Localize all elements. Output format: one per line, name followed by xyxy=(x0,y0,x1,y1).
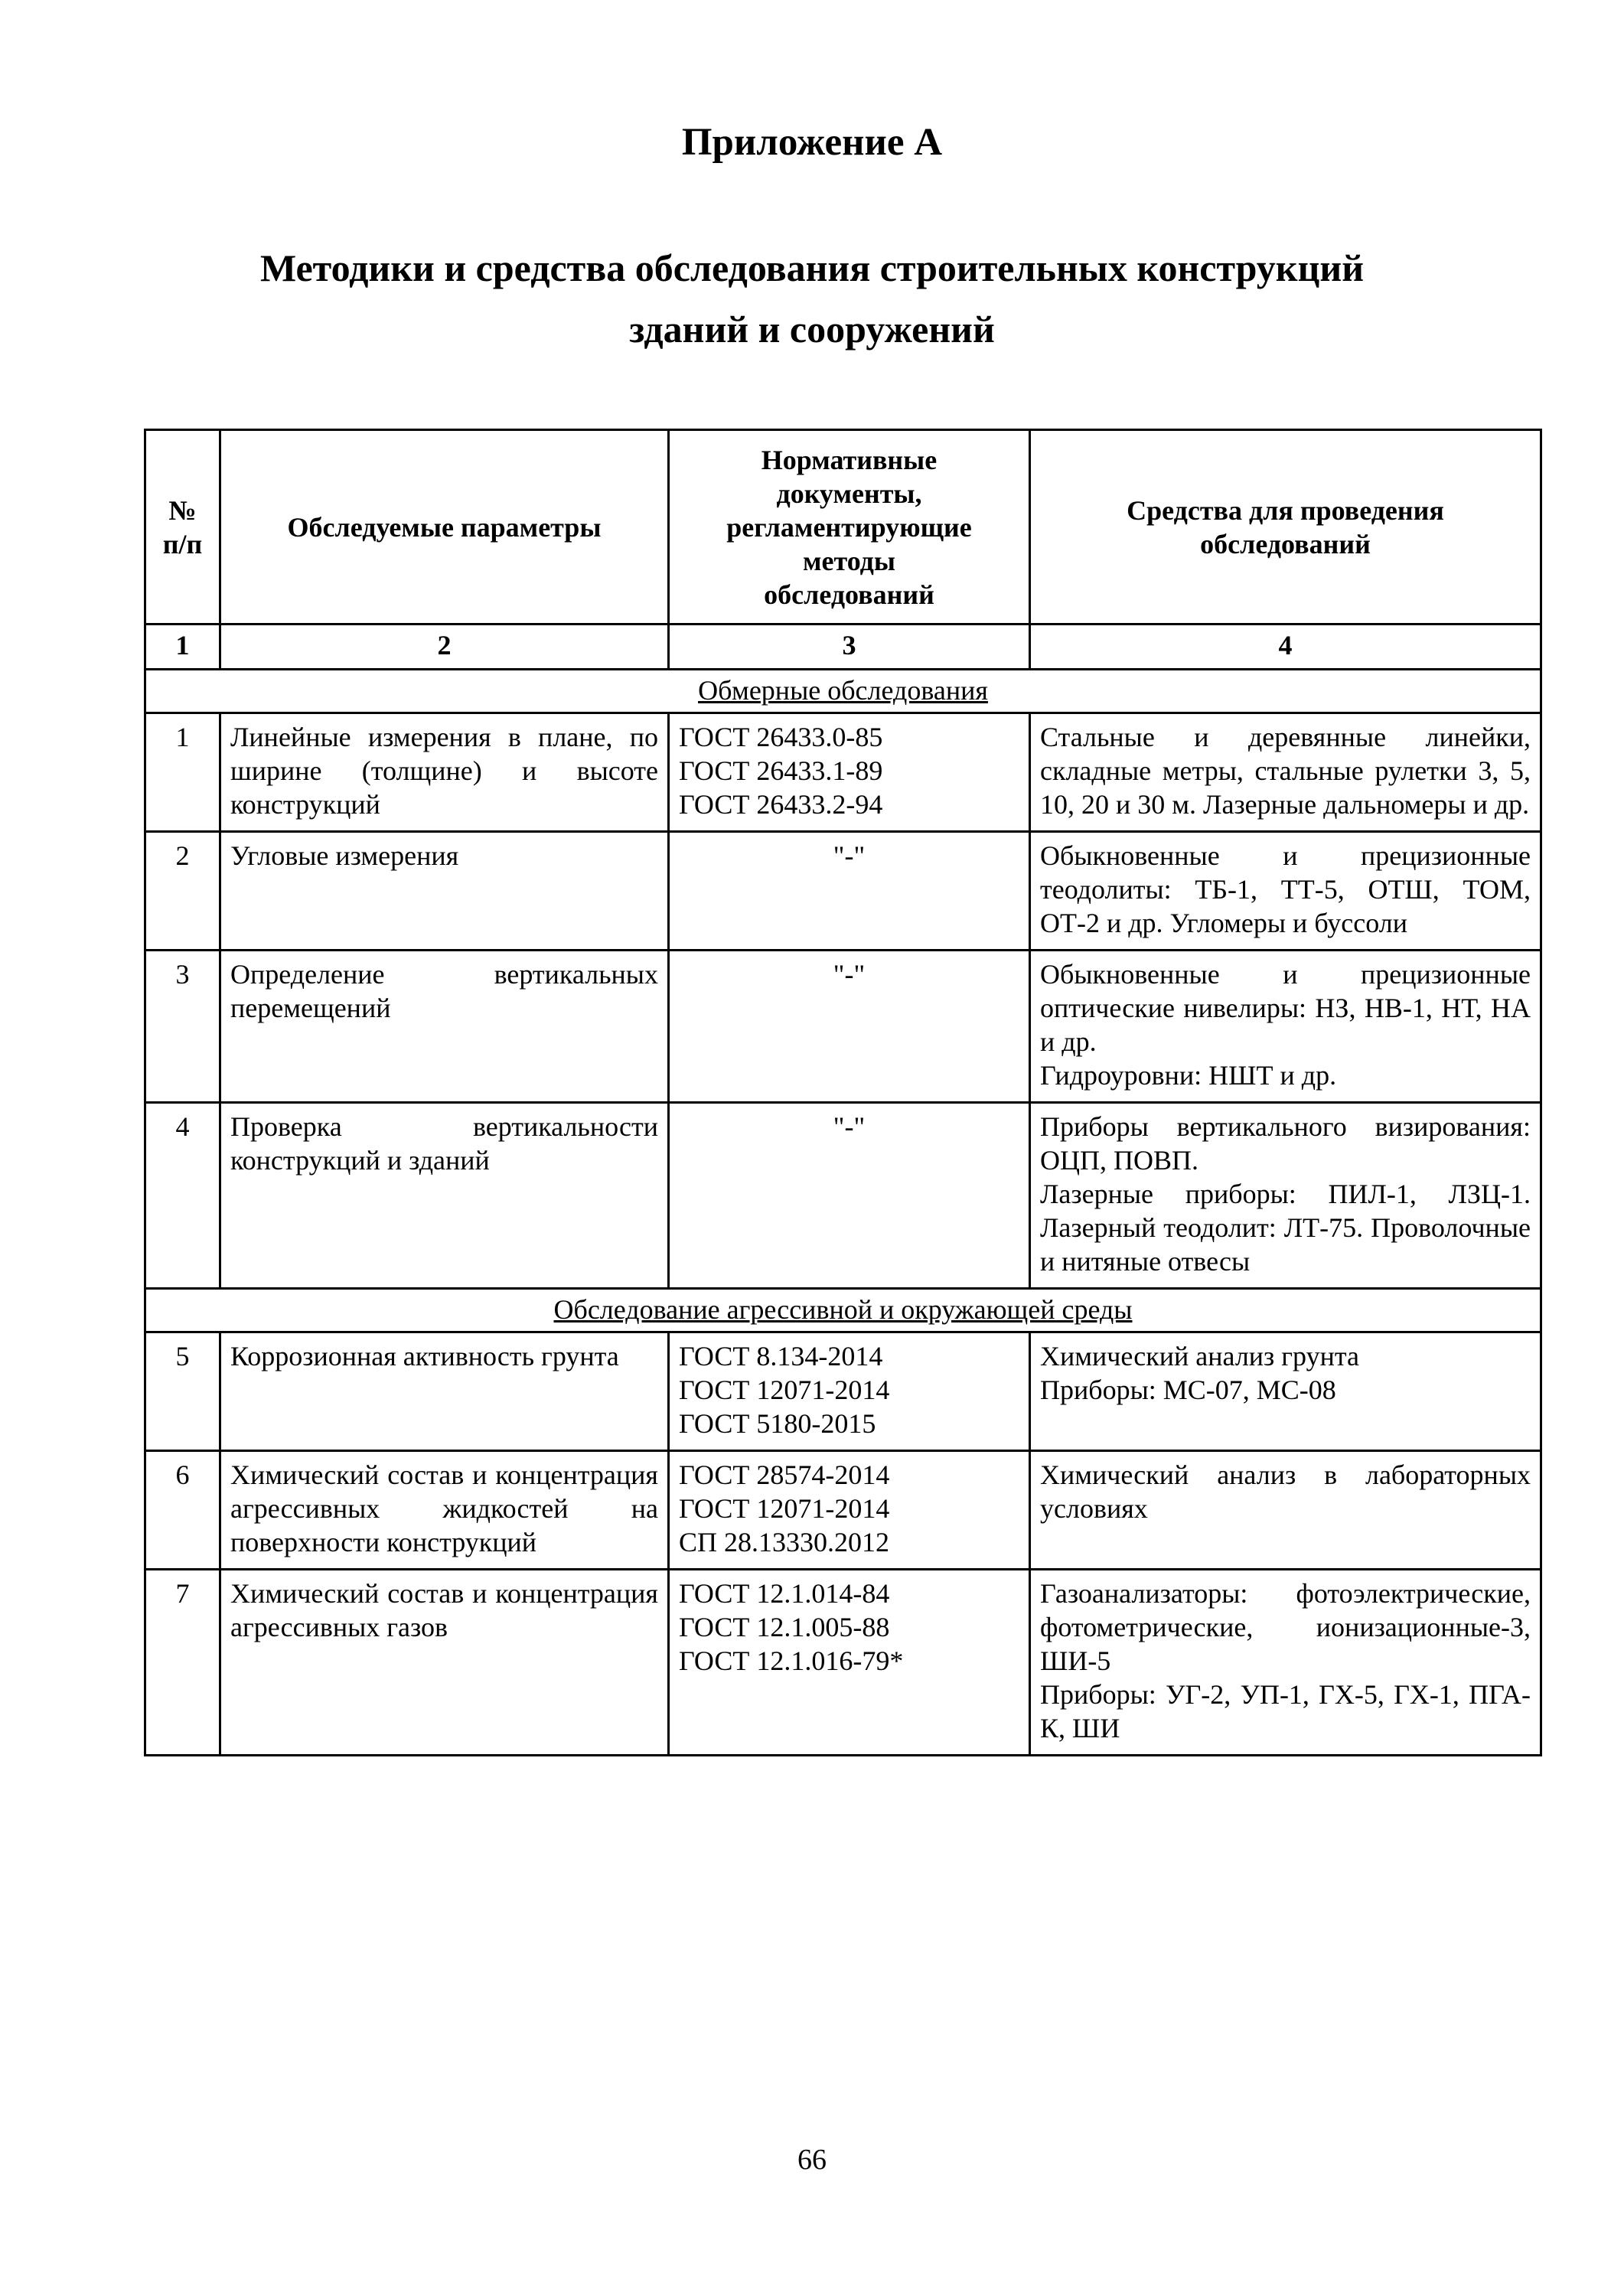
row-means: Газоанализаторы: фотоэлектрические, фотометрические, ионизационные-3, ШИ-5 Приборы: УГ-2, УП-1, ГХ-5, ГХ-1, ПГА-К, ШИ xyxy=(1030,1570,1541,1756)
document-title xyxy=(0,237,1624,360)
column-number: 3 xyxy=(669,625,1030,670)
row-parameter: Угловые измерения xyxy=(220,832,669,951)
row-number: 7 xyxy=(145,1570,220,1756)
column-number-row xyxy=(145,625,1541,670)
table-row xyxy=(145,1332,1541,1451)
column-number: 2 xyxy=(220,625,669,670)
row-number: 1 xyxy=(145,713,220,832)
row-means: Химический анализ в лабораторных условиях xyxy=(1030,1451,1541,1570)
section-row xyxy=(145,1289,1541,1332)
survey-methods-table xyxy=(144,429,1542,1756)
section-title: Обследование агрессивной и окружающей среды xyxy=(145,1289,1541,1332)
row-means: Обыкновенные и прецизионные теодолиты: ТБ-1, ТТ-5, ОТШ, ТОМ, ОТ-2 и др. Угломеры и буссоли xyxy=(1030,832,1541,951)
row-documents: ГОСТ 12.1.014-84 ГОСТ 12.1.005-88 ГОСТ 12.1.016-79* xyxy=(669,1570,1030,1756)
table-row xyxy=(145,713,1541,832)
row-documents: "-" xyxy=(669,1103,1030,1289)
row-documents: ГОСТ 8.134-2014 ГОСТ 12071-2014 ГОСТ 5180-2015 xyxy=(669,1332,1030,1451)
table-row xyxy=(145,951,1541,1103)
header-parameters: Обследуемые параметры xyxy=(220,430,669,625)
table-row xyxy=(145,832,1541,951)
row-documents: ГОСТ 26433.0-85 ГОСТ 26433.1-89 ГОСТ 26433.2-94 xyxy=(669,713,1030,832)
row-parameter: Химический состав и концентрация агрессивных жидкостей на поверхности конструкций xyxy=(220,1451,669,1570)
page-number: 66 xyxy=(797,2144,827,2176)
section-row xyxy=(145,670,1541,713)
column-number: 1 xyxy=(145,625,220,670)
header-documents: Нормативные документы, регламентирующие методы обследований xyxy=(669,430,1030,625)
column-number: 4 xyxy=(1030,625,1541,670)
row-number: 4 xyxy=(145,1103,220,1289)
row-parameter: Коррозионная активность грунта xyxy=(220,1332,669,1451)
row-parameter: Линейные измерения в плане, по ширине (толщине) и высоте конструкций xyxy=(220,713,669,832)
row-parameter: Определение вертикальных перемещений xyxy=(220,951,669,1103)
row-documents: ГОСТ 28574-2014 ГОСТ 12071-2014 СП 28.13330.2012 xyxy=(669,1451,1030,1570)
row-means: Стальные и деревянные линейки, складные метры, стальные рулетки 3, 5, 10, 20 и 30 м. Лазерные дальномеры и др. xyxy=(1030,713,1541,832)
title-line: зданий и сооружений xyxy=(629,308,995,351)
row-parameter: Проверка вертикальности конструкций и зданий xyxy=(220,1103,669,1289)
row-documents: "-" xyxy=(669,951,1030,1103)
row-number: 3 xyxy=(145,951,220,1103)
table-row xyxy=(145,1570,1541,1756)
appendix-heading: Приложение А xyxy=(681,121,943,164)
table-row xyxy=(145,1451,1541,1570)
row-number: 2 xyxy=(145,832,220,951)
row-documents: "-" xyxy=(669,832,1030,951)
row-means: Обыкновенные и прецизионные оптические нивелиры: НЗ, НВ-1, НТ, НА и др. Гидроуровни: НШТ и др. xyxy=(1030,951,1541,1103)
table-header-row xyxy=(145,430,1541,625)
row-number: 6 xyxy=(145,1451,220,1570)
title-line: Методики и средства обследования строительных конструкций xyxy=(259,246,1365,289)
row-number: 5 xyxy=(145,1332,220,1451)
row-means: Приборы вертикального визирования: ОЦП, ПОВП. Лазерные приборы: ПИЛ-1, ЛЗЦ-1. Лазерный теодолит: ЛТ-75. Проволочные и нитяные отвесы xyxy=(1030,1103,1541,1289)
header-means: Средства для проведения обследований xyxy=(1030,430,1541,625)
header-number: № п/п xyxy=(145,430,220,625)
section-title: Обмерные обследования xyxy=(145,670,1541,713)
row-parameter: Химический состав и концентрация агрессивных газов xyxy=(220,1570,669,1756)
table-row xyxy=(145,1103,1541,1289)
row-means: Химический анализ грунта Приборы: МС-07, МС-08 xyxy=(1030,1332,1541,1451)
